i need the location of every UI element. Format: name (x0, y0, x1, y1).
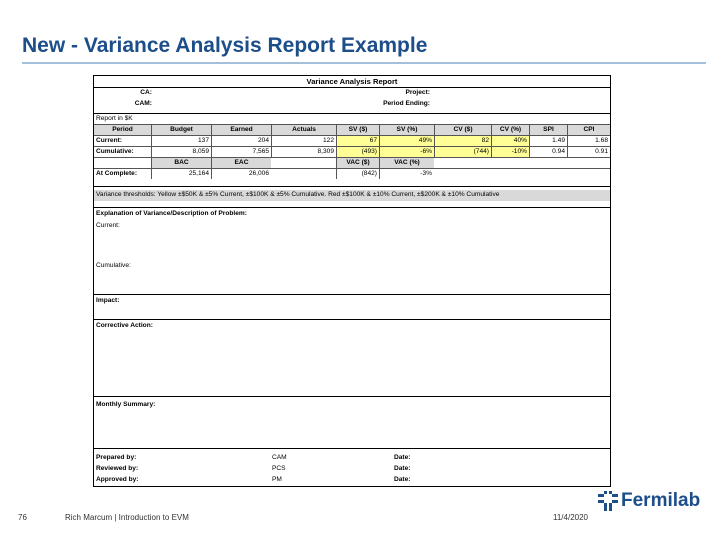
header-cv-dollars: CV ($) (434, 125, 491, 135)
current-cv-percent: 40% (491, 136, 529, 146)
signoff-date-label: Date: (394, 464, 411, 472)
cumulative-actuals: 8,309 (271, 147, 336, 157)
at-complete-vac-dollars: (842) (336, 169, 379, 179)
thresholds-row (94, 190, 610, 201)
explanation-current-label: Current: (96, 222, 120, 229)
report-title-row (94, 76, 610, 87)
units-label: Report in $K (96, 114, 133, 122)
period-ending-label: Period Ending: (383, 99, 430, 107)
current-actuals: 122 (271, 136, 336, 146)
report-title: Variance Analysis Report (306, 76, 398, 86)
cam-row (94, 99, 610, 109)
cumulative-row (94, 146, 610, 157)
signoff-label: Reviewed by: (96, 464, 139, 472)
header-vac-dollars: VAC ($) (336, 158, 379, 168)
current-spi: 1.49 (529, 136, 567, 146)
header-budget: Budget (151, 125, 211, 135)
cumulative-cpi: 0.91 (567, 147, 610, 157)
thresholds-text: Variance thresholds: Yellow ±$50K & ±5% Current, ±$100K & ±5% Cumulative. Red ±$100K & ±10% Current, ±$200K & ±10% Cumulative (96, 191, 500, 199)
at-complete-vac-percent: -3% (379, 169, 434, 179)
cumulative-cv-percent: -10% (491, 147, 529, 157)
header-actuals: Actuals (271, 125, 336, 135)
explanation-label: Explanation of Variance/Description of Problem: (96, 210, 247, 217)
current-cpi: 1.68 (567, 136, 610, 146)
header-vac-percent: VAC (%) (379, 158, 434, 168)
header-spi: SPI (529, 125, 567, 135)
signoff-row (94, 464, 610, 474)
fermilab-logo (598, 490, 700, 512)
signoff-date-label: Date: (394, 475, 411, 483)
ca-label: CA: (140, 88, 152, 96)
cumulative-sv-percent: -6% (379, 147, 434, 157)
header-cv-percent: CV (%) (491, 125, 529, 135)
current-row (94, 135, 610, 146)
cumulative-sv-dollars: (493) (336, 147, 379, 157)
signoff-row (94, 453, 610, 463)
signoff-role: CAM (272, 453, 287, 461)
header-period: Period (112, 125, 133, 133)
at-complete-bac: 25,164 (151, 169, 211, 179)
header-cpi: CPI (567, 125, 610, 135)
current-sv-percent: 49% (379, 136, 434, 146)
current-earned: 204 (211, 136, 271, 146)
cumulative-earned: 7,565 (211, 147, 271, 157)
signoff-label: Approved by: (96, 475, 139, 483)
current-label: Current: (96, 136, 123, 144)
cumulative-budget: 8,059 (151, 147, 211, 157)
metrics-header-row (94, 124, 610, 135)
header-bac: BAC (151, 158, 211, 168)
signoff-role: PCS (272, 464, 286, 472)
ca-row (94, 88, 610, 98)
variance-analysis-report (93, 75, 611, 487)
title-divider (22, 62, 706, 64)
logo-text: Fermilab (621, 490, 701, 511)
corrective-action-label: Corrective Action: (96, 322, 153, 329)
at-complete-header-row (94, 157, 610, 168)
cumulative-cv-dollars: (744) (434, 147, 491, 157)
header-sv-percent: SV (%) (379, 125, 434, 135)
signoff-role: PM (272, 475, 282, 483)
impact-label: Impact: (96, 297, 120, 304)
cumulative-label: Cumulative: (96, 147, 134, 155)
cumulative-spi: 0.94 (529, 147, 567, 157)
presenter-text: Rich Marcum | Introduction to EVM (65, 513, 189, 522)
monthly-summary-label: Monthly Summary: (96, 401, 156, 408)
units-row (94, 114, 610, 124)
cam-label: CAM: (134, 99, 152, 107)
header-earned: Earned (211, 125, 271, 135)
slide-title: New - Variance Analysis Report Example (22, 34, 428, 57)
signoff-row (94, 475, 610, 485)
at-complete-eac: 26,006 (211, 169, 271, 179)
explanation-cumulative-label: Cumulative: (96, 262, 131, 269)
fermilab-logo-icon (598, 491, 618, 511)
header-eac: EAC (211, 158, 271, 168)
signoff-date-label: Date: (394, 453, 411, 461)
current-sv-dollars: 67 (336, 136, 379, 146)
current-cv-dollars: 82 (434, 136, 491, 146)
signoff-label: Prepared by: (96, 453, 137, 461)
at-complete-label: At Complete: (96, 169, 138, 177)
project-label: Project: (405, 88, 430, 96)
current-budget: 137 (151, 136, 211, 146)
header-sv-dollars: SV ($) (336, 125, 379, 135)
page-number: 76 (18, 513, 27, 522)
footer-date: 11/4/2020 (553, 513, 588, 522)
at-complete-row (94, 168, 610, 179)
